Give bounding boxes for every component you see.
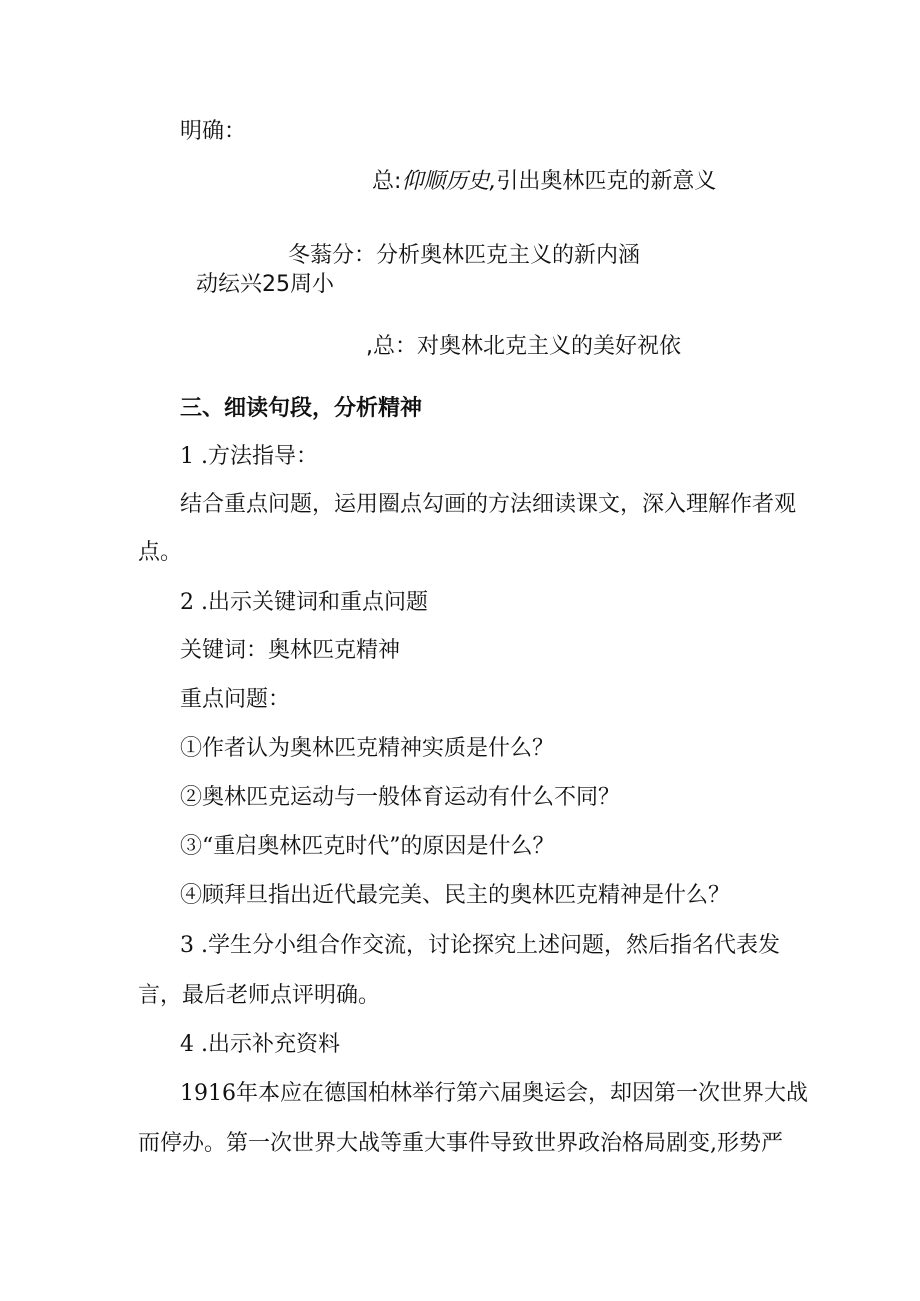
section-heading: 三、细读句段，分析精神 (180, 396, 423, 421)
outline-anniversary: 动纭兴25周小 (196, 272, 334, 297)
outline-total-2: ,总：对奥林北克主义的美好祝依 (366, 334, 681, 359)
question-4: ④顾拜旦指出近代最完美、民主的奥林匹克精神是什么？ (180, 883, 731, 908)
item-1-body-line-1: 结合重点问题，运用圈点勾画的方法细读课文，深入理解作者观 (180, 492, 797, 517)
clarify-label: 明确： (180, 119, 247, 144)
item-1-title: 1 .方法指导： (180, 444, 318, 469)
material-line-2: 而停办。第一次世界大战等重大事件导致世界政治格局剧变,形势严 (138, 1131, 783, 1156)
outline-total-1-rest: 引出奥林匹克的新意义 (496, 169, 717, 194)
item-3-line-1: 3 .学生分小组合作交流，讨论探究上述问题，然后指名代表发 (180, 933, 780, 958)
outline-divide: 冬蓊分：分析奥林匹克主义的新内涵 (288, 243, 641, 268)
question-1: ①作者认为奥林匹克精神实质是什么？ (180, 736, 555, 761)
keywords-line: 关键词：奥林匹克精神 (180, 638, 401, 663)
item-2-title: 2 .出示关键词和重点问题 (180, 590, 428, 615)
material-line-1: 1916年本应在德国柏林举行第六届奥运会，却因第一次世界大战 (180, 1081, 808, 1106)
outline-total-1 (372, 168, 716, 196)
outline-total-1-prefix: 总: (372, 169, 402, 194)
question-3: ③“重启奥林匹克时代”的原因是什么？ (180, 834, 555, 859)
item-3-line-2: 言，最后老师点评明确。 (138, 983, 381, 1008)
item-4-title: 4 .出示补充资料 (180, 1032, 340, 1057)
outline-total-1-italic: 仰顺历史, (401, 169, 497, 194)
item-1-body-line-2: 点。 (138, 540, 183, 565)
question-2: ②奥林匹克运动与一般体育运动有什么不同？ (180, 785, 621, 810)
key-questions-label: 重点问题： (180, 687, 291, 712)
